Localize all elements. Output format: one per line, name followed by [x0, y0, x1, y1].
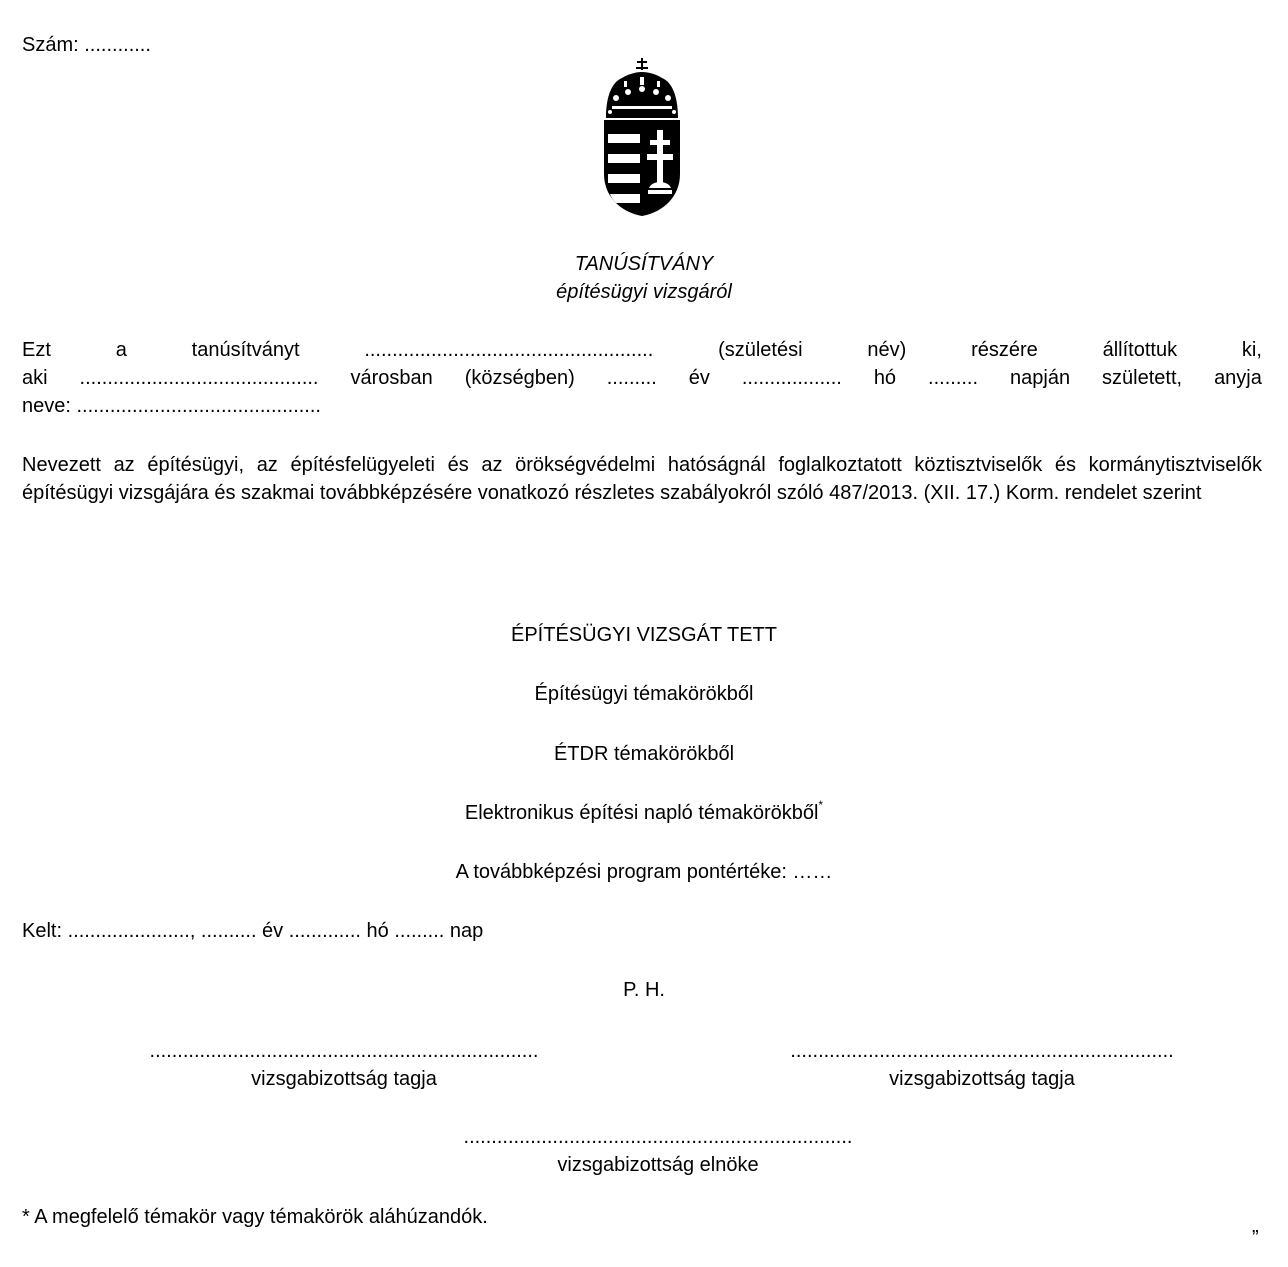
- date-line: Kelt: ......................, .......... év ............. hó ......... nap: [22, 920, 484, 942]
- text-word: név): [867, 339, 907, 361]
- text-word: (születési: [718, 339, 803, 361]
- text-word: napján: [1010, 367, 1071, 389]
- signature-line: ......................................................................: [463, 1126, 853, 1148]
- signature-line: ......................................................................: [149, 1040, 539, 1062]
- signature-label: vizsgabizottság tagja: [251, 1068, 437, 1090]
- regulation-paragraph: Nevezett az építésügyi, az építésfelügyeleti és az örökségvédelmi hatóságnál foglalkoztatott köztisztviselők és kormánytisztviselők építésügyi vizsgájára és szakmai továbbképzésére vonatkozó részletes szabályokról szóló 487/2013. (XII. 17.) Korm. rendelet szerint: [22, 454, 1262, 504]
- day-blank: .........: [928, 367, 979, 389]
- text-word: városban: [350, 367, 433, 389]
- text-word: tanúsítványt: [191, 339, 300, 361]
- text-word: részére: [971, 339, 1038, 361]
- text-word: állítottuk: [1102, 339, 1178, 361]
- signature-chair: [428, 1123, 888, 1179]
- hungarian-coat-of-arms-icon: [602, 56, 682, 218]
- text-word: ki,: [1241, 339, 1262, 361]
- text-word: született,: [1102, 367, 1183, 389]
- holder-line-1: [22, 336, 1262, 364]
- subject-etdr: ÉTDR témakörökből: [553, 743, 735, 765]
- signature-member-left: [114, 1037, 574, 1093]
- training-points-line: A továbbképzési program pontértéke: ……: [455, 861, 833, 883]
- subject-electronic-log: [0, 799, 1288, 827]
- text-word: a: [115, 339, 127, 361]
- subject-building-affairs: Építésügyi témakörökből: [534, 683, 754, 705]
- footnote-marker: *: [818, 798, 824, 812]
- holder-line-2: [22, 364, 1262, 392]
- signature-member-right: [752, 1037, 1212, 1093]
- document-subtitle: építésügyi vizsgáról: [556, 281, 732, 303]
- text-word: anyja: [1214, 367, 1262, 389]
- document-title: TANÚSÍTVÁNY: [574, 253, 714, 275]
- text-word: év: [688, 367, 710, 389]
- text-word: aki: [22, 367, 48, 389]
- city-blank: ...........................................: [79, 367, 319, 389]
- signature-label: vizsgabizottság elnöke: [557, 1154, 759, 1176]
- footnote-text: * A megfelelő témakör vagy témakörök aláhúzandók.: [22, 1206, 488, 1228]
- closing-quote: ”: [1252, 1227, 1259, 1249]
- text-word: hó: [873, 367, 897, 389]
- certificate-number-line: Szám: ............: [22, 34, 151, 56]
- name-blank: ....................................................: [364, 339, 654, 361]
- text-word: Ezt: [22, 339, 51, 361]
- year-blank: .........: [606, 367, 657, 389]
- exam-heading: ÉPÍTÉSÜGYI VIZSGÁT TETT: [511, 624, 777, 646]
- holder-line-3: neve: ............................................: [22, 395, 321, 417]
- text-word: (községben): [464, 367, 575, 389]
- signature-label: vizsgabizottság tagja: [889, 1068, 1075, 1090]
- month-blank: ..................: [741, 367, 842, 389]
- stamp-placeholder: P. H.: [623, 979, 665, 1001]
- subject-electronic-log-text: Elektronikus építési napló témakörökből: [464, 802, 819, 824]
- signature-line: .....................................................................: [790, 1040, 1174, 1062]
- holder-paragraph: [22, 336, 1262, 420]
